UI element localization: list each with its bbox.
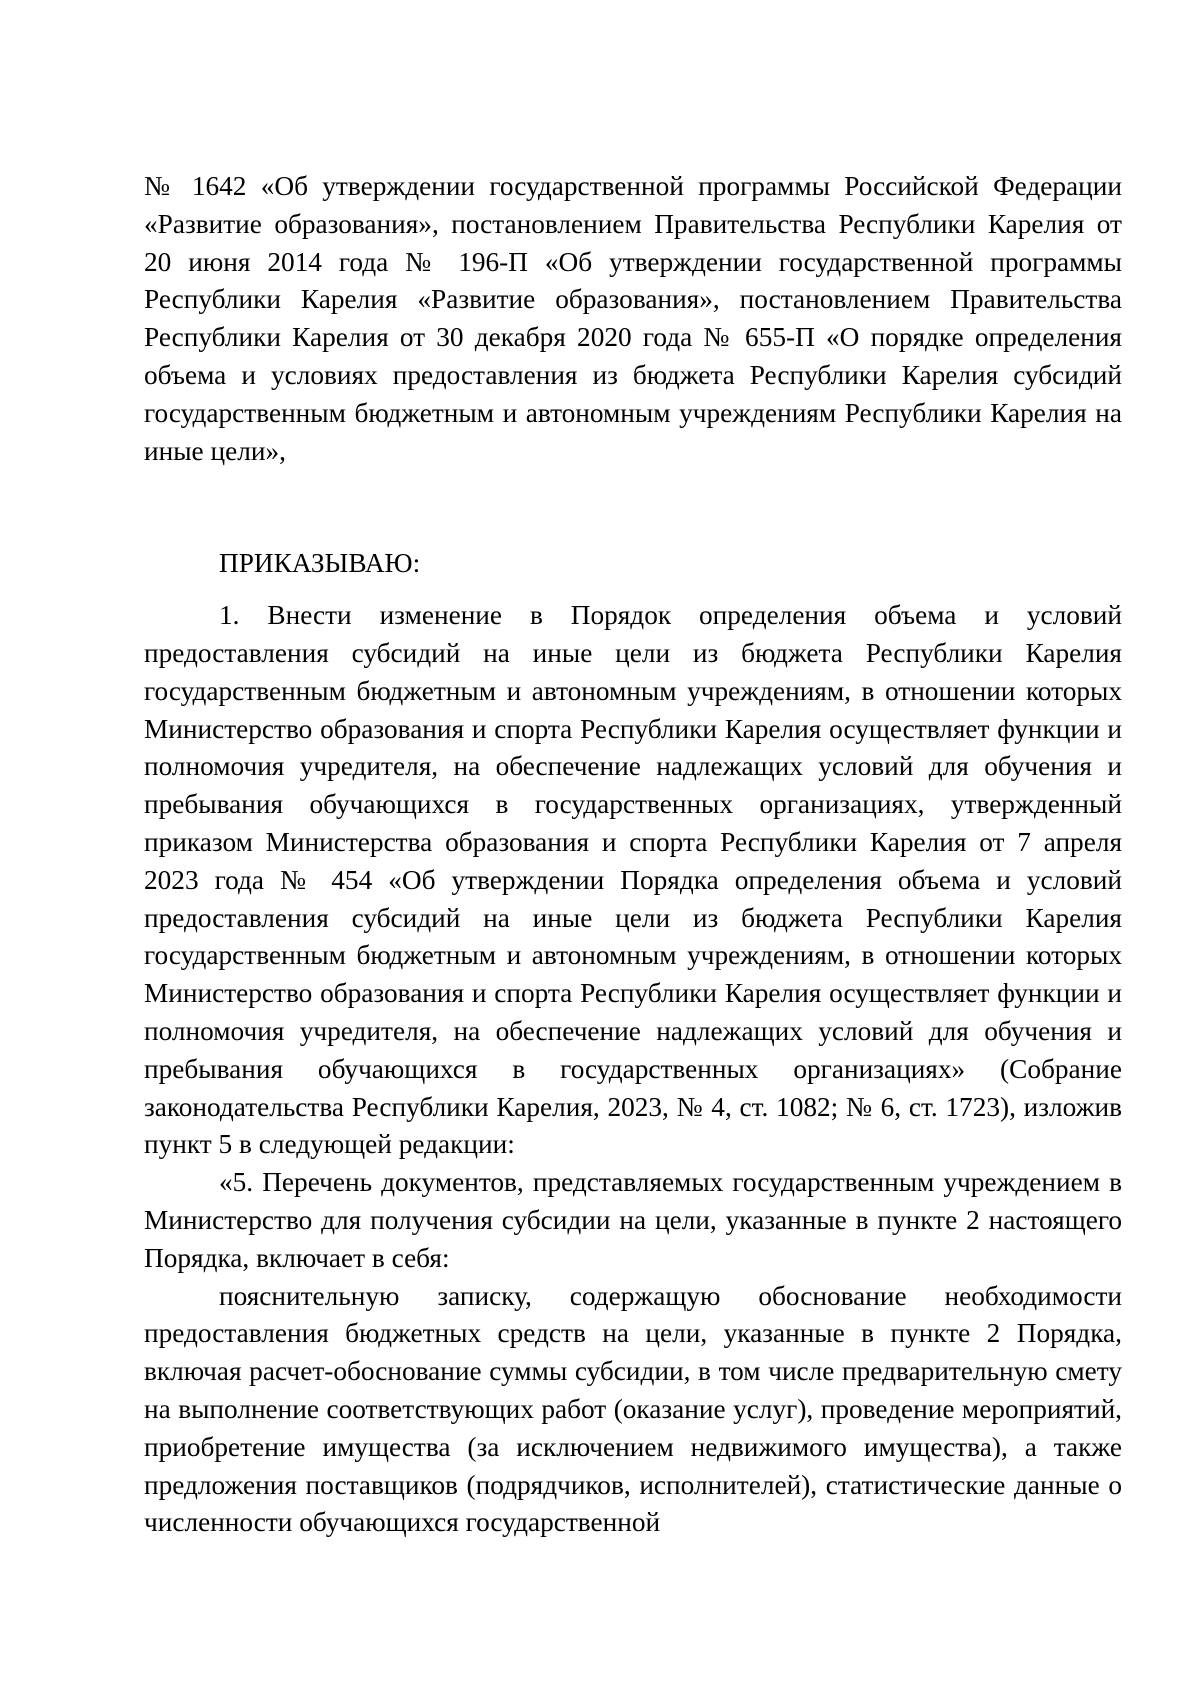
document-body [144, 168, 1122, 1542]
order-heading: ПРИКАЗЫВАЮ: [219, 548, 421, 579]
intro-paragraph: № 1642 «Об утверждении государственной программы Российской Федерации «Развитие образования», постановлением Правительства Республики Карелия от 20 июня 2014 года № 196-П «Об утверждении государственной программы Республики Карелия «Развитие образования», постановлением Правительства Республики Карелия от 30 декабря 2020 года № 655-П «О порядке определения объема и условиях предоставления из бюджета Республики Карелия субсидий государственным бюджетным и автономным учреждениям Республики Карелия на иные цели», [144, 171, 1122, 466]
spacer [144, 583, 1122, 597]
clause-1-paragraph: 1. Внести изменение в Порядок определения объема и условий предоставления субсидий на иные цели из бюджета Республики Карелия государственным бюджетным и автономным учреждениям, в отношении которых Министерство образования и спорта Республики Карелия осуществляет функции и полномочия учредителя, на обеспечение надлежащих условий для обучения и пребывания обучающихся в государственных организациях, утвержденный приказом Министерства образования и спорта Республики Карелия от 7 апреля 2023 года № 454 «Об утверждении Порядка определения объема и условий предоставления субсидий на иные цели из бюджета Республики Карелия государственным бюджетным и автономным учреждениям, в отношении которых Министерство образования и спорта Республики Карелия осуществляет функции и полномочия учредителя, на обеспечение надлежащих условий для обучения и пребывания обучающихся в государственных организациях» (Собрание законодательства Республики Карелия, 2023, № 4, ст. 1082; № 6, ст. 1723), изложив пункт 5 в следующей редакции: [144, 600, 1122, 1160]
point-5-paragraph: «5. Перечень документов, представляемых государственным учреждением в Министерство для получения субсидии на цели, указанные в пункте 2 настоящего Порядка, включает в себя: [144, 1167, 1122, 1273]
explanatory-note-paragraph: пояснительную записку, содержащую обоснование необходимости предоставления бюджетных средств на цели, указанные в пункте 2 Порядка, включая расчет-обоснование суммы субсидии, в том числе предварительную смету на выполнение соответствующих работ (оказание услуг), проведение мероприятий, приобретение имущества (за исключением недвижимого имущества), а также предложения поставщиков (подрядчиков, исполнителей), статистические данные о численности обучающихся государственной [144, 1280, 1122, 1538]
spacer [144, 470, 1122, 545]
